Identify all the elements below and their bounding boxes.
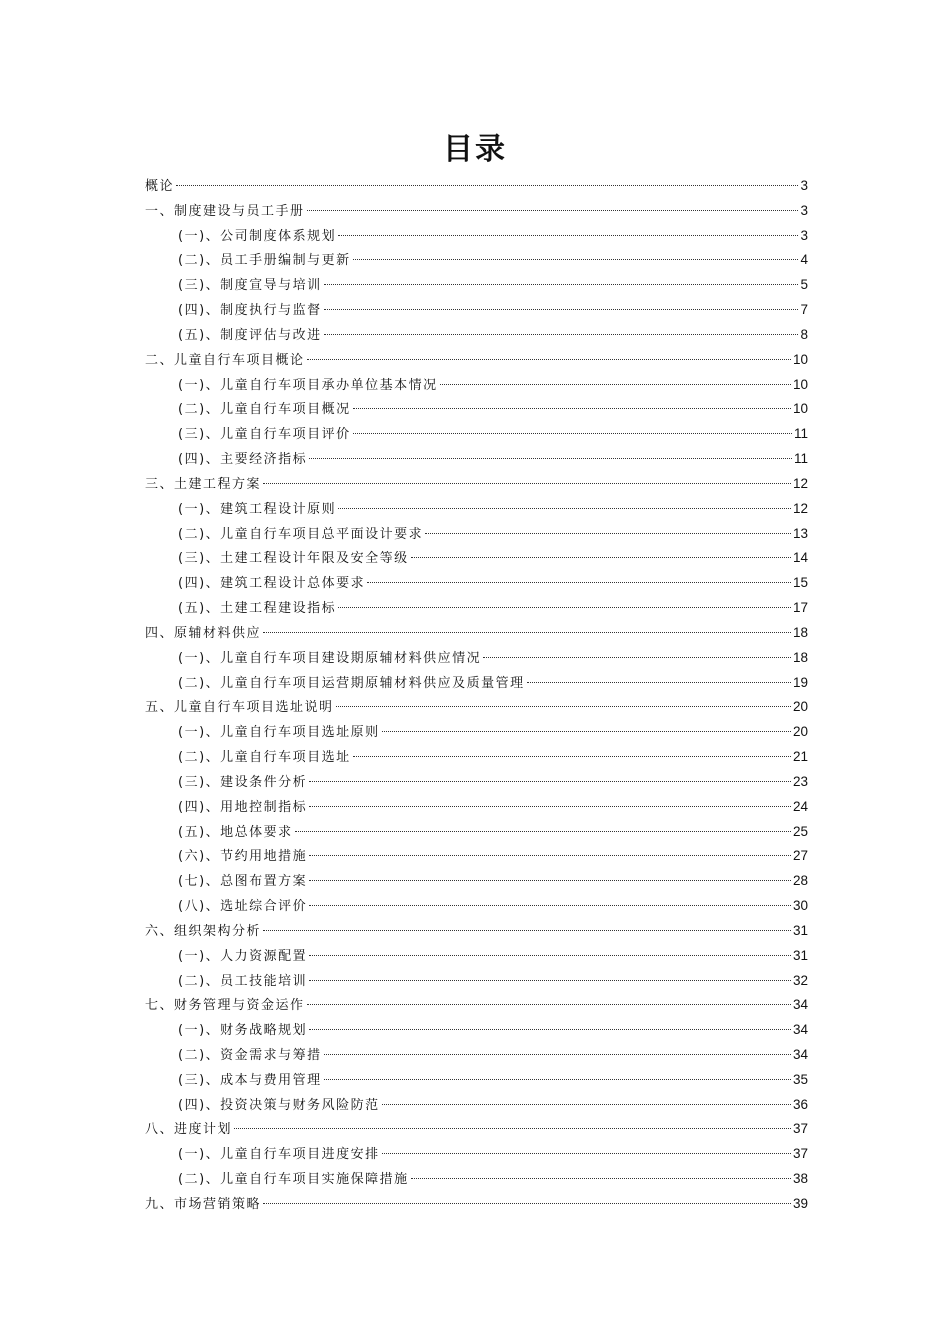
toc-entry-page-number: 20 — [792, 724, 808, 740]
toc-entry-label: (三)、儿童自行车项目评价 — [178, 427, 351, 443]
toc-leader-dots — [411, 1178, 791, 1179]
toc-entry-page-number: 32 — [792, 972, 808, 988]
toc-entry[interactable] — [145, 323, 808, 348]
toc-leader-dots — [234, 1128, 791, 1129]
toc-leader-dots — [309, 458, 792, 459]
page-title: 目录 — [443, 132, 507, 167]
toc-entry-label: (一)、财务战略规划 — [178, 1023, 308, 1039]
toc-leader-dots — [382, 1104, 791, 1105]
toc-entry[interactable] — [145, 348, 808, 373]
toc-entry[interactable] — [145, 894, 808, 919]
toc-entry-page-number: 23 — [792, 773, 808, 789]
toc-entry[interactable] — [145, 944, 808, 969]
toc-entry[interactable] — [145, 1192, 808, 1217]
toc-leader-dots — [324, 1054, 791, 1055]
toc-entry-page-number: 37 — [792, 1146, 808, 1162]
toc-entry[interactable] — [145, 820, 808, 845]
toc-entry[interactable] — [145, 621, 808, 646]
toc-leader-dots — [367, 582, 791, 583]
toc-entry-page-number: 31 — [792, 947, 808, 963]
toc-entry-page-number: 3 — [800, 178, 808, 193]
toc-entry-page-number: 10 — [792, 376, 808, 392]
toc-entry-page-number: 34 — [792, 1022, 808, 1038]
toc-entry[interactable] — [145, 422, 808, 447]
toc-entry-label: (五)、制度评估与改进 — [178, 327, 322, 343]
toc-entry-label: 三、土建工程方案 — [145, 476, 262, 492]
toc-entry[interactable] — [145, 497, 808, 522]
toc-entry[interactable] — [145, 1043, 808, 1068]
toc-entry-label: (二)、儿童自行车项目选址 — [178, 750, 351, 766]
toc-leader-dots — [338, 607, 791, 608]
toc-entry-label: (二)、员工技能培训 — [178, 973, 308, 989]
toc-entry-label: (四)、投资决策与财务风险防范 — [178, 1097, 380, 1113]
toc-leader-dots — [353, 259, 799, 260]
toc-leader-dots — [527, 682, 791, 683]
toc-entry-page-number: 10 — [792, 401, 808, 417]
toc-leader-dots — [440, 384, 791, 385]
toc-leader-dots — [309, 806, 791, 807]
toc-entry-page-number: 38 — [792, 1171, 808, 1187]
toc-entry-label: (五)、地总体要求 — [178, 824, 293, 840]
toc-entry[interactable] — [145, 174, 808, 199]
toc-entry-label: (三)、制度宣导与培训 — [178, 278, 322, 294]
toc-entry-page-number: 13 — [792, 525, 808, 541]
toc-entry[interactable] — [145, 720, 808, 745]
toc-leader-dots — [309, 955, 791, 956]
toc-leader-dots — [295, 831, 791, 832]
toc-entry-page-number: 27 — [792, 848, 808, 864]
toc-leader-dots — [324, 1079, 791, 1080]
toc-leader-dots — [336, 706, 791, 707]
toc-entry[interactable] — [145, 1117, 808, 1142]
toc-entry[interactable] — [145, 993, 808, 1018]
toc-entry-page-number: 25 — [792, 823, 808, 839]
toc-entry-label: (一)、儿童自行车项目承办单位基本情况 — [178, 377, 438, 393]
toc-entry-label: (二)、儿童自行车项目总平面设计要求 — [178, 526, 424, 542]
toc-entry-label: 八、进度计划 — [145, 1122, 233, 1138]
toc-entry-page-number: 28 — [792, 873, 808, 889]
toc-entry-label: (一)、公司制度体系规划 — [178, 228, 337, 244]
toc-entry[interactable] — [145, 373, 808, 398]
toc-entry-page-number: 31 — [792, 922, 808, 938]
toc-entry-page-number: 3 — [800, 227, 808, 243]
toc-leader-dots — [307, 1004, 791, 1005]
toc-entry[interactable] — [145, 919, 808, 944]
toc-entry[interactable] — [145, 795, 808, 820]
toc-entry-page-number: 21 — [792, 749, 808, 765]
toc-entry-page-number: 37 — [792, 1121, 808, 1137]
table-of-contents — [145, 174, 808, 1217]
toc-leader-dots — [307, 359, 791, 360]
toc-leader-dots — [411, 557, 791, 558]
toc-leader-dots — [324, 284, 799, 285]
toc-entry-label: 六、组织架构分析 — [145, 923, 262, 939]
toc-leader-dots — [425, 533, 791, 534]
toc-leader-dots — [309, 781, 791, 782]
toc-entry-label: (一)、儿童自行车项目建设期原辅材料供应情况 — [178, 650, 482, 666]
toc-entry-label: (一)、人力资源配置 — [178, 948, 308, 964]
toc-entry-label: (三)、成本与费用管理 — [178, 1072, 322, 1088]
toc-leader-dots — [309, 1029, 791, 1030]
toc-entry-label: (四)、制度执行与监督 — [178, 303, 322, 319]
toc-entry-page-number: 24 — [792, 798, 808, 814]
toc-entry[interactable] — [145, 546, 808, 571]
toc-leader-dots — [483, 657, 791, 658]
toc-entry[interactable] — [145, 646, 808, 671]
toc-entry-page-number: 8 — [800, 326, 808, 342]
toc-entry-page-number: 14 — [792, 550, 808, 566]
toc-leader-dots — [263, 1203, 791, 1204]
toc-entry[interactable] — [145, 844, 808, 869]
toc-entry-label: (二)、儿童自行车项目实施保障措施 — [178, 1172, 409, 1188]
toc-entry-label: (一)、建筑工程设计原则 — [178, 501, 337, 517]
toc-entry[interactable] — [145, 397, 808, 422]
toc-entry[interactable] — [145, 447, 808, 472]
toc-entry-page-number: 11 — [793, 426, 808, 442]
toc-entry[interactable] — [145, 596, 808, 621]
toc-entry-label: (一)、儿童自行车项目进度安排 — [178, 1147, 380, 1163]
toc-entry-label: (五)、土建工程建设指标 — [178, 601, 337, 617]
toc-entry-page-number: 5 — [800, 277, 808, 293]
toc-entry-page-number: 10 — [792, 351, 808, 367]
toc-entry-page-number: 4 — [800, 252, 808, 268]
toc-leader-dots — [309, 855, 791, 856]
toc-leader-dots — [263, 930, 791, 931]
toc-entry-page-number: 39 — [792, 1195, 808, 1211]
toc-entry-label: (四)、用地控制指标 — [178, 799, 308, 815]
toc-entry-page-number: 7 — [800, 302, 808, 318]
toc-entry-page-number: 18 — [792, 649, 808, 665]
toc-leader-dots — [324, 309, 799, 310]
toc-leader-dots — [353, 408, 791, 409]
toc-entry[interactable] — [145, 969, 808, 994]
toc-entry-label: (二)、资金需求与筹措 — [178, 1047, 322, 1063]
toc-entry[interactable] — [145, 869, 808, 894]
toc-entry[interactable] — [145, 695, 808, 720]
toc-leader-dots — [263, 632, 791, 633]
toc-entry[interactable] — [145, 1093, 808, 1118]
toc-leader-dots — [338, 235, 798, 236]
toc-entry-label: (二)、儿童自行车项目运营期原辅材料供应及质量管理 — [178, 675, 525, 691]
toc-entry-label: 五、儿童自行车项目选址说明 — [145, 700, 334, 716]
toc-entry[interactable] — [145, 273, 808, 298]
toc-entry-label: 九、市场营销策略 — [145, 1196, 262, 1212]
toc-entry-page-number: 34 — [792, 997, 808, 1013]
toc-entry-label: (四)、主要经济指标 — [178, 452, 308, 468]
toc-entry[interactable] — [145, 224, 808, 249]
toc-entry[interactable] — [145, 298, 808, 323]
toc-entry-label: 概论 — [145, 179, 175, 194]
toc-entry-page-number: 35 — [792, 1071, 808, 1087]
toc-entry-label: 二、儿童自行车项目概论 — [145, 352, 305, 368]
toc-entry-page-number: 15 — [792, 575, 808, 591]
toc-entry[interactable] — [145, 1018, 808, 1043]
toc-entry-page-number: 12 — [792, 500, 808, 516]
toc-leader-dots — [263, 483, 791, 484]
toc-entry-page-number: 20 — [792, 699, 808, 715]
toc-entry-label: (二)、员工手册编制与更新 — [178, 253, 351, 269]
toc-entry-label: (四)、建筑工程设计总体要求 — [178, 576, 366, 592]
toc-entry-label: (八)、选址综合评价 — [178, 899, 308, 915]
toc-leader-dots — [309, 980, 791, 981]
toc-leader-dots — [382, 1153, 791, 1154]
toc-entry[interactable] — [145, 472, 808, 497]
toc-leader-dots — [309, 880, 791, 881]
toc-entry-page-number: 19 — [792, 674, 808, 690]
toc-entry[interactable] — [145, 1142, 808, 1167]
toc-leader-dots — [338, 508, 791, 509]
toc-entry[interactable] — [145, 671, 808, 696]
toc-entry-page-number: 34 — [792, 1046, 808, 1062]
toc-leader-dots — [176, 185, 798, 186]
toc-leader-dots — [307, 210, 799, 211]
toc-entry-label: (二)、儿童自行车项目概况 — [178, 402, 351, 418]
toc-entry-page-number: 18 — [792, 624, 808, 640]
toc-leader-dots — [353, 433, 792, 434]
toc-entry-label: (七)、总图布置方案 — [178, 874, 308, 890]
toc-entry[interactable] — [145, 522, 808, 547]
toc-entry-label: (一)、儿童自行车项目选址原则 — [178, 725, 380, 741]
toc-entry[interactable] — [145, 1068, 808, 1093]
toc-entry-page-number: 12 — [792, 475, 808, 491]
toc-entry-label: (三)、土建工程设计年限及安全等级 — [178, 551, 409, 567]
toc-entry[interactable] — [145, 199, 808, 224]
toc-leader-dots — [324, 334, 799, 335]
toc-entry-label: (三)、建设条件分析 — [178, 774, 308, 790]
toc-entry[interactable] — [145, 745, 808, 770]
toc-entry-page-number: 30 — [792, 898, 808, 914]
toc-entry-page-number: 17 — [792, 600, 808, 616]
toc-leader-dots — [382, 731, 791, 732]
toc-entry-page-number: 3 — [800, 202, 808, 218]
toc-entry[interactable] — [145, 571, 808, 596]
toc-entry-label: 七、财务管理与资金运作 — [145, 998, 305, 1014]
toc-leader-dots — [309, 905, 791, 906]
toc-entry-page-number: 11 — [793, 451, 808, 467]
toc-entry[interactable] — [145, 1167, 808, 1192]
toc-leader-dots — [353, 756, 791, 757]
toc-entry-page-number: 36 — [792, 1096, 808, 1112]
toc-entry[interactable] — [145, 248, 808, 273]
toc-entry-label: 四、原辅材料供应 — [145, 625, 262, 641]
toc-entry-label: 一、制度建设与员工手册 — [145, 203, 305, 219]
toc-entry-label: (六)、节约用地措施 — [178, 849, 308, 865]
toc-entry[interactable] — [145, 770, 808, 795]
